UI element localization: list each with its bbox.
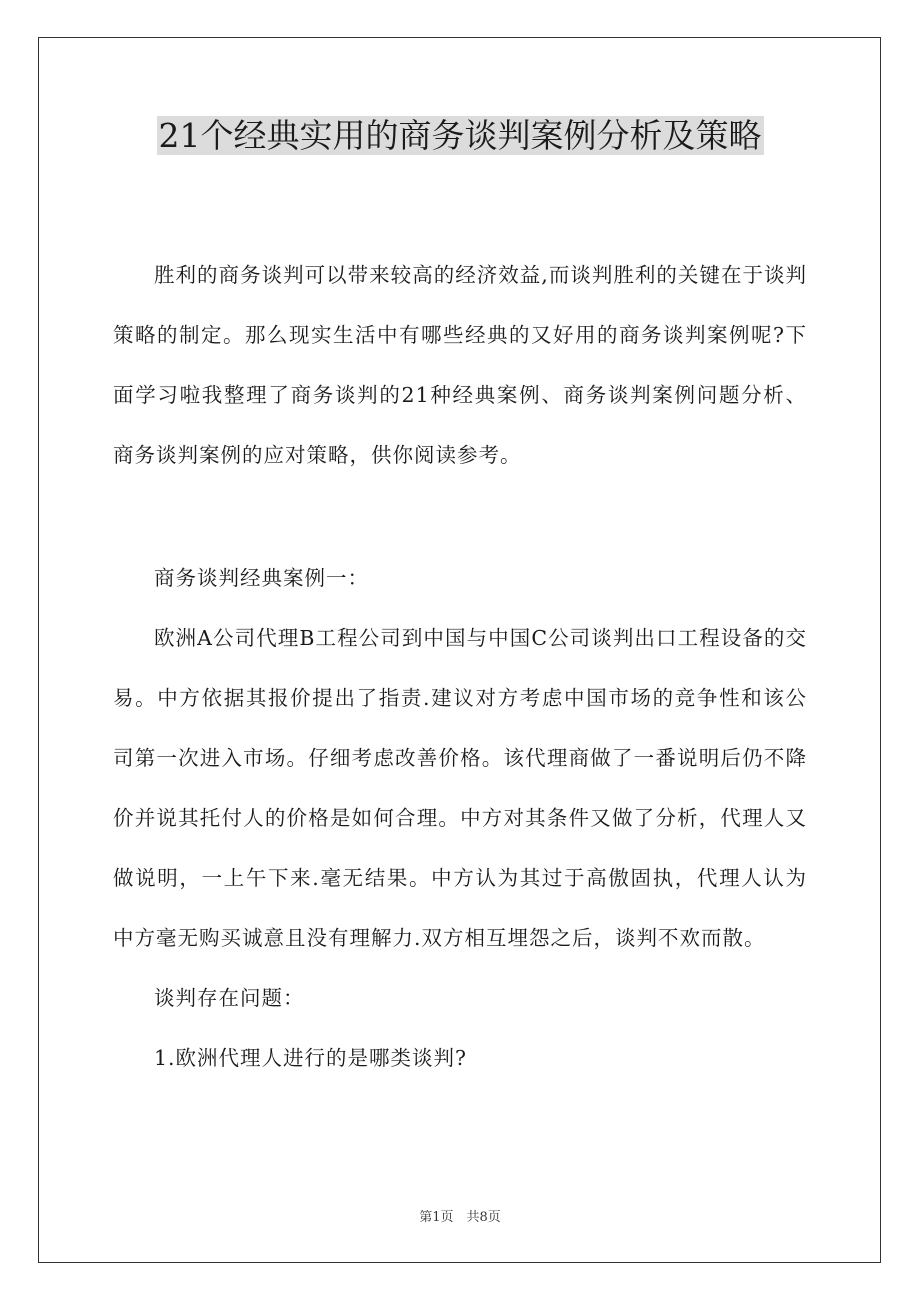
case-paragraph: 欧洲A公司代理B工程公司到中国与中国C公司谈判出口工程设备的交易。中方依据其报价提出了指责.建议对方考虑中国市场的竞争性和该公司第一次进入市场。仔细考虑改善价格。该代理商做了一番说明后仍不降价并说其托付人的价格是如何合理。中方对其条件又做了分析，代理人又做说明，一上午下来.毫无结果。中方认为其过于高傲固执，代理人认为中方毫无购买诚意且没有理解力.双方相互埋怨之后，谈判不欢而散。 — [113, 626, 807, 950]
issues-heading: 谈判存在问题： — [154, 986, 305, 1010]
page-footer — [0, 1206, 920, 1225]
document-title-text: 21个经典实用的商务谈判案例分析及策略 — [158, 116, 762, 155]
intro-section — [113, 245, 807, 485]
page-number-label: 第1页 共8页 — [419, 1210, 501, 1225]
intro-paragraph: 胜利的商务谈判可以带来较高的经济效益,而谈判胜利的关键在于谈判策略的制定。那么现实生活中有哪些经典的又好用的商务谈判案例呢?下面学习啦我整理了商务谈判的21种经典案例、商务谈判案例问题分析、商务谈判案例的应对策略，供你阅读参考。 — [113, 263, 807, 467]
section-heading: 商务谈判经典案例一： — [154, 566, 369, 590]
case-section — [113, 548, 807, 1088]
question-1: 1.欧洲代理人进行的是哪类谈判? — [154, 1046, 468, 1070]
document-title — [0, 112, 920, 160]
